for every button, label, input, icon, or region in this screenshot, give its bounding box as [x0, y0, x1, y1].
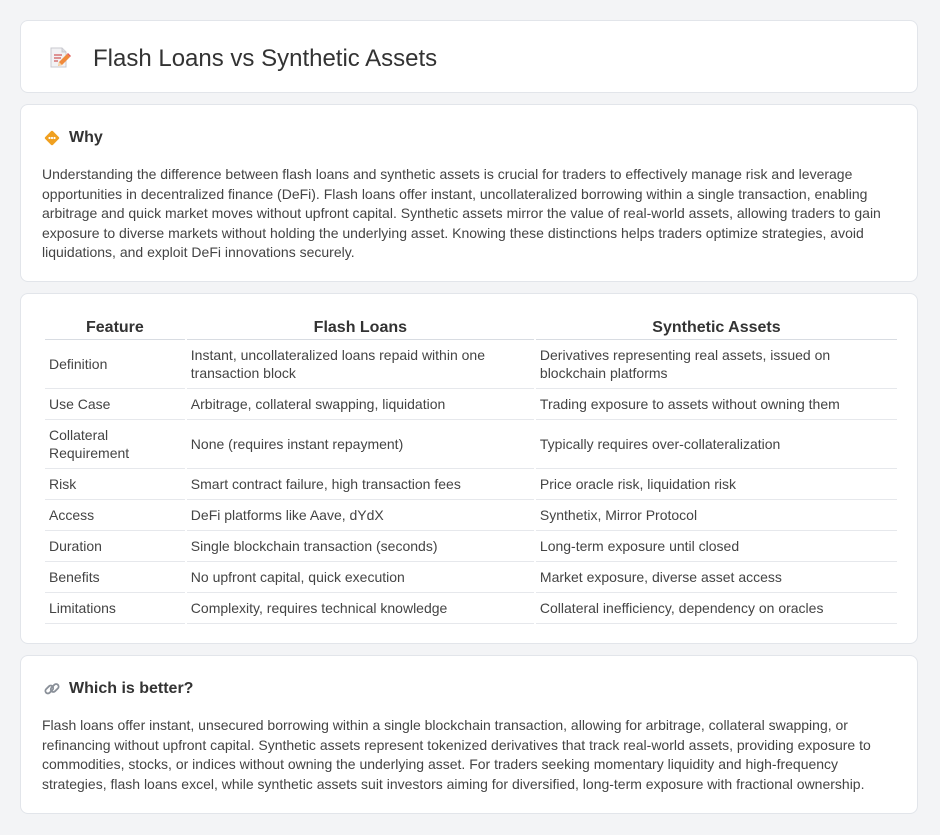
table-row	[45, 531, 897, 562]
header-flash-loans: Flash Loans	[187, 316, 534, 340]
synthetic-assets-cell: Synthetix, Mirror Protocol	[536, 500, 897, 531]
flash-loans-cell: DeFi platforms like Aave, dYdX	[187, 500, 534, 531]
comparison-card	[20, 293, 918, 644]
table-row	[45, 389, 897, 420]
page-title: Flash Loans vs Synthetic Assets	[93, 45, 438, 72]
header-feature: Feature	[45, 316, 185, 340]
feature-cell: Benefits	[45, 562, 185, 593]
why-text: Understanding the difference between flash loans and synthetic assets is crucial for traders to effectively manage risk and leverage opportunities in decentralized finance (DeFi). Flash loans offer instant, uncollateralized borrowing within a single transaction, enabling arbitrage and quick market moves without upfront capital. Synthetic assets mirror the value of real-world assets, allowing traders to gain exposure to diverse markets without holding the underlying asset. Knowing these distinctions helps traders optimize strategies, avoid liquidations, and exploit DeFi innovations securely.	[42, 166, 881, 260]
table-header-row	[45, 316, 897, 340]
flash-loans-cell: Smart contract failure, high transaction fees	[187, 469, 534, 500]
better-title: Which is better?	[69, 680, 194, 697]
table-row	[45, 562, 897, 593]
feature-cell: Use Case	[45, 389, 185, 420]
synthetic-assets-cell: Long-term exposure until closed	[536, 531, 897, 562]
flash-loans-cell: Arbitrage, collateral swapping, liquidation	[187, 389, 534, 420]
feature-cell: Risk	[45, 469, 185, 500]
flash-loans-cell: Single blockchain transaction (seconds)	[187, 531, 534, 562]
flash-loans-cell: No upfront capital, quick execution	[187, 562, 534, 593]
comparison-table	[43, 316, 899, 624]
which-is-better-section	[20, 655, 918, 814]
table-row	[45, 500, 897, 531]
better-heading	[43, 678, 193, 700]
flash-loans-cell: None (requires instant repayment)	[187, 420, 534, 469]
table-row	[45, 340, 897, 389]
diamond-alert-icon	[43, 129, 61, 147]
feature-cell: Definition	[45, 340, 185, 389]
why-section	[20, 104, 918, 282]
synthetic-assets-cell: Trading exposure to assets without owning them	[536, 389, 897, 420]
header-card	[20, 20, 918, 93]
table-row	[45, 420, 897, 469]
flash-loans-cell: Complexity, requires technical knowledge	[187, 593, 534, 624]
synthetic-assets-cell: Market exposure, diverse asset access	[536, 562, 897, 593]
synthetic-assets-cell: Price oracle risk, liquidation risk	[536, 469, 897, 500]
table-row	[45, 593, 897, 624]
table-row	[45, 469, 897, 500]
synthetic-assets-cell: Collateral inefficiency, dependency on oracles	[536, 593, 897, 624]
feature-cell: Collateral Requirement	[45, 420, 185, 469]
flash-loans-cell: Instant, uncollateralized loans repaid within one transaction block	[187, 340, 534, 389]
feature-cell: Duration	[45, 531, 185, 562]
header-synthetic-assets: Synthetic Assets	[536, 316, 897, 340]
link-icon	[43, 680, 61, 698]
better-text: Flash loans offer instant, unsecured borrowing within a single blockchain transaction, allowing for arbitrage, collateral swapping, or refinancing without upfront capital. Synthetic assets represent tokenized derivatives that track real-world assets, providing exposure to commodities, stocks, or indices without owning the underlying asset. For traders seeking momentary liquidity and high-frequency strategies, flash loans excel, while synthetic assets suit investors aiming for diversified, long-term exposure with fractional ownership.	[42, 717, 871, 792]
synthetic-assets-cell: Typically requires over-collateralization	[536, 420, 897, 469]
document-pencil-icon	[47, 46, 71, 70]
why-title: Why	[69, 129, 103, 146]
feature-cell: Access	[45, 500, 185, 531]
feature-cell: Limitations	[45, 593, 185, 624]
synthetic-assets-cell: Derivatives representing real assets, issued on blockchain platforms	[536, 340, 897, 389]
why-heading	[43, 127, 103, 149]
